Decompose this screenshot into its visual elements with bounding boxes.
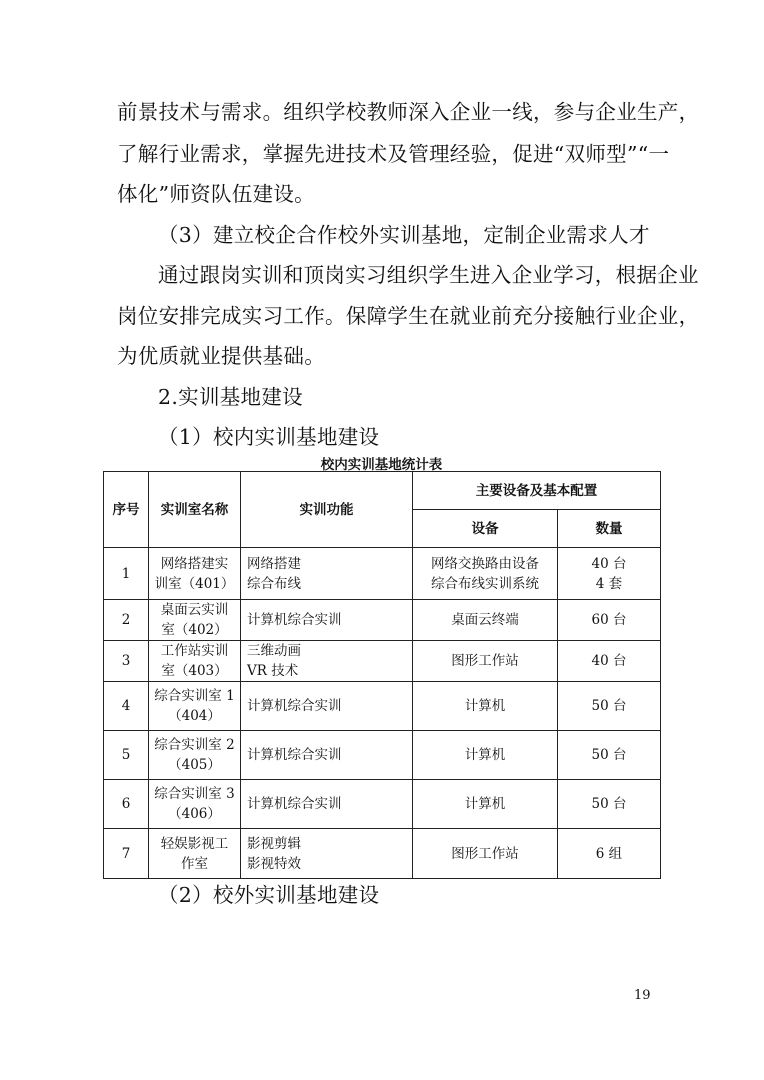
section-heading-2: 2.实训基地建设 (158, 385, 303, 409)
cell-equipment-text: 计算机 (464, 698, 506, 714)
cell-name (149, 600, 241, 641)
cell-equipment-text: 综合布线实训系统 (431, 575, 539, 592)
table-row (104, 829, 661, 879)
cell-function-text: 影视特效 (247, 855, 301, 872)
header-index: 序号 (104, 472, 149, 548)
cell-equipment (413, 600, 558, 641)
cell-name-text: 室（403） (161, 663, 228, 679)
cell-quantity-text: 60 台 (591, 612, 627, 628)
cell-function-text: VR 技术 (247, 663, 299, 679)
cell-equipment (413, 829, 558, 879)
cell-function (241, 548, 413, 600)
subsection-heading-1: （1）校内实训基地建设 (158, 425, 380, 449)
cell-equipment (413, 780, 558, 829)
cell-function-text: 影视剪辑 (247, 835, 301, 852)
cell-name-text: 工作站实训 (160, 643, 229, 659)
cell-equipment (413, 548, 558, 600)
cell-quantity-text: 40 台 (591, 653, 627, 669)
cell-function-text: 计算机综合实训 (247, 698, 342, 714)
cell-function (241, 600, 413, 641)
cell-index (104, 780, 149, 829)
cell-name-text: 训室（401） (154, 575, 235, 592)
cell-index-text: 5 (121, 747, 131, 763)
cell-quantity (558, 731, 661, 780)
body-line-7: 为优质就业提供基础。 (117, 344, 325, 368)
cell-name-text: （404） (168, 708, 221, 724)
cell-index (104, 731, 149, 780)
cell-function-text: 计算机综合实训 (247, 747, 342, 763)
cell-quantity (558, 600, 661, 641)
cell-quantity-text: 50 台 (591, 796, 627, 812)
cell-function-text: 计算机综合实训 (247, 612, 342, 628)
cell-quantity (558, 548, 661, 600)
cell-name (149, 731, 241, 780)
body-line-1: 前景技术与需求。组织学校教师深入企业一线，参与企业生产， (117, 100, 700, 124)
cell-name (149, 641, 241, 682)
table-row (104, 780, 661, 829)
body-line-2: 了解行业需求，掌握先进技术及管理经验，促进“双师型”“一 (117, 142, 670, 166)
table-row (104, 600, 661, 641)
cell-index-text: 6 (121, 796, 131, 812)
cell-quantity (558, 682, 661, 731)
table-row (104, 548, 661, 600)
cell-index (104, 829, 149, 879)
header-equipment: 设备 (413, 510, 558, 548)
page-number: 19 (634, 988, 651, 1003)
cell-function (241, 829, 413, 879)
cell-name-text: （406） (168, 806, 221, 822)
cell-index-text: 2 (121, 612, 131, 628)
cell-name-text: 网络搭建实 (160, 555, 229, 572)
cell-equipment-text: 计算机 (464, 747, 506, 763)
table-row (104, 682, 661, 731)
cell-quantity-text: 40 台 (591, 555, 627, 572)
header-function: 实训功能 (241, 472, 413, 548)
cell-name (149, 829, 241, 879)
cell-quantity-text: 4 套 (595, 575, 623, 592)
cell-quantity (558, 641, 661, 682)
cell-equipment-text: 网络交换路由设备 (431, 555, 539, 572)
cell-name-text: 室（402） (161, 622, 228, 638)
table-row (104, 641, 661, 682)
subsection-heading-2: （2）校外实训基地建设 (158, 883, 380, 907)
cell-name (149, 682, 241, 731)
cell-equipment (413, 641, 558, 682)
cell-function-text: 计算机综合实训 (247, 796, 342, 812)
cell-name-text: 综合实训室 3 (154, 786, 235, 802)
section-heading-3: （3）建立校企合作校外实训基地，定制企业需求人才 (158, 223, 650, 247)
cell-quantity-text: 6 组 (595, 845, 623, 862)
cell-index-text: 1 (121, 565, 131, 582)
cell-quantity-text: 50 台 (591, 747, 627, 763)
cell-name-text: 综合实训室 2 (154, 737, 235, 753)
cell-index-text: 7 (121, 845, 131, 862)
body-line-6: 岗位安排完成实习工作。保障学生在就业前充分接触行业企业， (117, 304, 700, 328)
cell-function-text: 综合布线 (247, 575, 301, 592)
cell-equipment-text: 计算机 (464, 796, 506, 812)
cell-name-text: 轻娱影视工 (160, 835, 229, 852)
header-config: 主要设备及基本配置 (413, 472, 661, 510)
cell-quantity-text: 50 台 (591, 698, 627, 714)
cell-function-text: 三维动画 (247, 643, 301, 659)
cell-function (241, 780, 413, 829)
cell-equipment-text: 图形工作站 (451, 653, 519, 669)
table-caption: 校内实训基地统计表 (320, 457, 443, 473)
body-line-3: 体化”师资队伍建设。 (117, 182, 315, 206)
cell-equipment-text: 桌面云终端 (451, 612, 519, 628)
cell-index (104, 600, 149, 641)
body-line-5: 通过跟岗实训和顶岗实习组织学生进入企业学习，根据企业 (158, 263, 699, 287)
cell-function (241, 641, 413, 682)
cell-index (104, 641, 149, 682)
cell-name (149, 780, 241, 829)
cell-name-text: 桌面云实训 (160, 602, 229, 618)
cell-quantity (558, 829, 661, 879)
cell-quantity (558, 780, 661, 829)
cell-index-text: 4 (121, 698, 131, 714)
cell-equipment (413, 682, 558, 731)
cell-function (241, 731, 413, 780)
cell-name-text: （405） (168, 757, 221, 773)
cell-function-text: 网络搭建 (247, 555, 301, 572)
cell-equipment (413, 731, 558, 780)
table-row (104, 731, 661, 780)
cell-index (104, 548, 149, 600)
cell-name-text: 综合实训室 1 (154, 688, 235, 704)
cell-index (104, 682, 149, 731)
training-base-table (103, 471, 661, 879)
cell-name-text: 作室 (181, 855, 208, 872)
cell-name (149, 548, 241, 600)
cell-index-text: 3 (121, 653, 131, 669)
header-name: 实训室名称 (149, 472, 241, 548)
cell-function (241, 682, 413, 731)
cell-equipment-text: 图形工作站 (451, 845, 519, 862)
header-quantity: 数量 (558, 510, 661, 548)
